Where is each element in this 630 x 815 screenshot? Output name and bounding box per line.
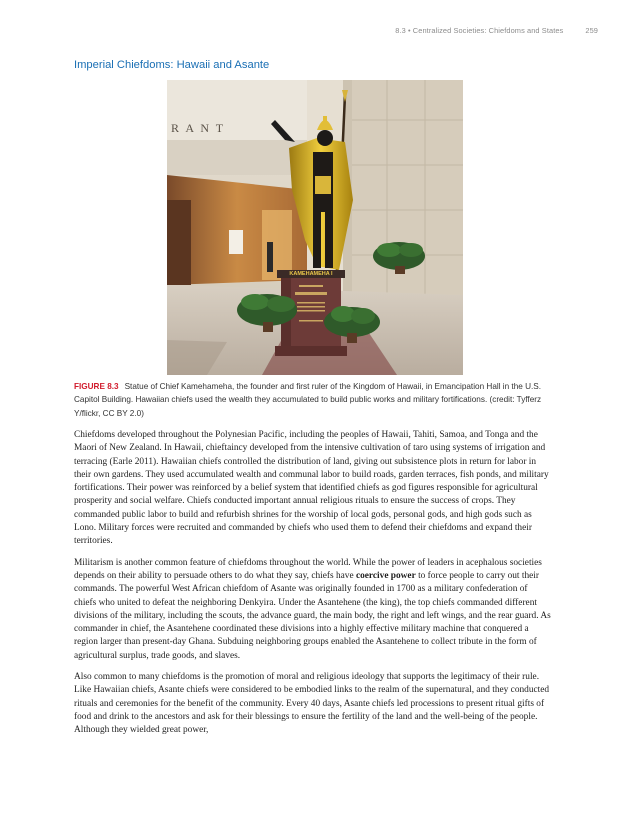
- running-title: 8.3 • Centralized Societies: Chiefdoms and States: [395, 26, 564, 35]
- body-text: [74, 429, 552, 746]
- paragraph-militarism-end: to force people to carry out their commands. The powerful West African chiefdom of Asante was originally founded in 1700 as a military confederation of chiefs who united to defeat the neighboring Denkyira. Under the Asantehene (the king), the top chiefs commanded different divisions of the military, including the scouts, the advance guard, the main body, the right and left wings, and the rear guard. As commander in chief, the Asantehene coordinated these divisions into a highly effective military machine that conquered a region larger than present-day Ghana. Subduing neighboring groups enabled the Asantehene to collect tribute in the form of agricultural surplus, trade goods, and slaves.: [74, 570, 551, 661]
- caption-text: Statue of Chief Kamehameha, the founder and first ruler of the Kingdom of Hawaii, in Emancipation Hall in the U.S. Capitol Building. Hawaiian chiefs used the wealth they accumulated to build public works and military fortifications. (credit: Tyfferz Y/flickr, CC BY 2.0): [74, 382, 542, 418]
- figure-photo: [167, 80, 463, 375]
- paragraph-militarism: [74, 557, 552, 663]
- paragraph-ideology: Also common to many chiefdoms is the promotion of moral and religious ideology that supports the legitimacy of their rule. Like Hawaiian chiefs, Asante chiefs were considered to be embodied links to the realm of the supernatural, and they conducted rituals and ceremonies for the benefit of the community. Every 40 days, Asante chiefs led processions to present ritual gifts of food and drink to the ancestors and ask for their blessings to ensure the fertility of the land and the well-being of the people. Although they wielded great power,: [74, 672, 550, 736]
- plaque-name: KAMEHAMEHA I: [289, 271, 333, 277]
- running-header: [395, 26, 598, 35]
- section-title: Imperial Chiefdoms: Hawaii and Asante: [74, 59, 270, 71]
- figure-label: FIGURE 8.3: [74, 382, 119, 391]
- wall-letters: R A N T: [171, 121, 226, 135]
- key-term-coercive-power: coercive power: [355, 570, 416, 581]
- paragraph-militarism-start: Militarism is another common feature of chiefdoms throughout the world. While the power of leaders in acephalous societies depends on their ability to persuade others to do what they say, chiefs have: [74, 557, 542, 581]
- page-number: 259: [585, 26, 598, 35]
- paragraph-hawaii: Chiefdoms developed throughout the Polynesian Pacific, including the peoples of Hawaii, Tahiti, Samoa, and Tonga and the Maori of New Zealand. In Hawaii, chieftaincy developed from the intensive cultivation of taro using systems of irrigation and terracing (Earle 2011). Hawaiian chiefs controlled the distribution of land, giving out subsistence plots in return for labor in their own gardens. They used accumulated wealth and communal labor to build roads, garden terraces, fish ponds, and military fortifications. Their power was reinforced by a belief system that identified chiefs as god figures responsible for agricultural prosperity and social welfare. Chiefs conducted important annual religious rituals to ensure the success of crops. They commanded public labor to build and refurbish shrines for the worship of local gods, personal gods, and high gods such as Lono. Military forces were recruited and commanded by chiefs who used them to defend their chiefdoms and expand their territories.: [74, 430, 549, 547]
- figure-caption: [74, 380, 550, 420]
